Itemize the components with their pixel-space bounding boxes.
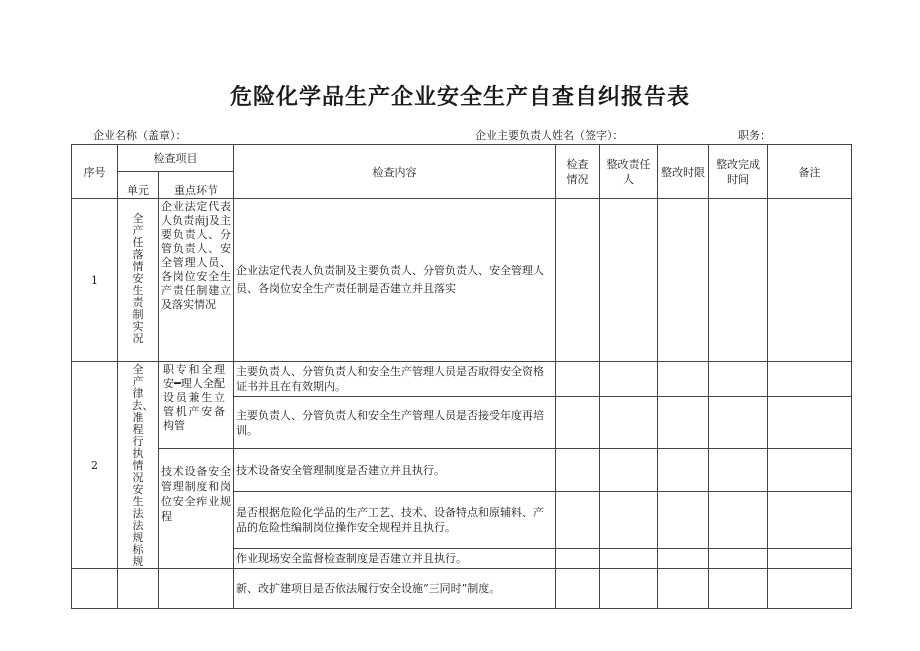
row2-key-link-a: 职专和全理安━理人全配设员兼生立管机产安备构管	[163, 363, 225, 432]
row3-deadline-cell[interactable]	[658, 569, 709, 609]
row2-status-cell-5[interactable]	[556, 549, 600, 569]
row3-seq	[72, 569, 118, 609]
row2-content-3: 技术设备安全管理制度是否建立并且执行。	[234, 449, 556, 492]
row1-remark-cell[interactable]	[768, 199, 852, 362]
header-deadline: 整改时限	[658, 145, 709, 199]
row2-remark-cell-4[interactable]	[768, 492, 852, 549]
row2-content-2: 主要负责人、分管负责人和安全生产管理人员是否接受年度再培训。	[234, 397, 556, 449]
row2-key-link-b: 技术设备安全管理制度和岗位安全痄业规程	[161, 465, 231, 523]
row2-done-time-cell-2[interactable]	[709, 397, 768, 449]
page-title: 危险化学品生产企业安全生产自查自纠报告表	[229, 85, 690, 110]
row3-key-link	[159, 569, 234, 609]
row1-key-link: 企业法定代表人负责南j及主要负责人、分管负责人、安全管理人员、各岗位安全生产责任制建立及落实情况	[161, 200, 231, 311]
header-remark: 备注	[768, 145, 852, 199]
row2-deadline-cell-3[interactable]	[658, 449, 709, 492]
row2-deadline-cell-2[interactable]	[658, 397, 709, 449]
header-key-link: 重点环节	[159, 172, 234, 199]
header-unit: 单元	[118, 172, 159, 199]
row2-owner-cell-5[interactable]	[600, 549, 658, 569]
row2-remark-cell-2[interactable]	[768, 397, 852, 449]
row2-remark-cell-3[interactable]	[768, 449, 852, 492]
row2-done-time-cell-5[interactable]	[709, 549, 768, 569]
row3-done-time-cell[interactable]	[709, 569, 768, 609]
header-done-time: 整改完成时间	[709, 145, 768, 199]
row1-done-time-cell[interactable]	[709, 199, 768, 362]
row2-unit: 全产律去、准程行执情况安生法法规标规	[131, 363, 154, 568]
header-seq: 序号	[72, 145, 118, 199]
row2-remark-cell-5[interactable]	[768, 549, 852, 569]
row2-deadline-cell-1[interactable]	[658, 362, 709, 397]
row2-remark-cell-1[interactable]	[768, 362, 852, 397]
row2-done-time-cell-3[interactable]	[709, 449, 768, 492]
row1-content: 企业法定代表人负责制及主要负责人、分管负责人、安全管理人员、各岗位安全生产责任制是否建立并且落实	[234, 199, 556, 362]
header-owner: 整改责任人	[600, 145, 658, 199]
row2-owner-cell-4[interactable]	[600, 492, 658, 549]
row3-unit	[118, 569, 159, 609]
row3-content: 新、改扩建项目是否依法履行安全设施“三同时”制度。	[234, 569, 556, 609]
row2-deadline-cell-4[interactable]	[658, 492, 709, 549]
row2-done-time-cell-1[interactable]	[709, 362, 768, 397]
header-content: 检查内容	[234, 145, 556, 199]
leader-name-label: 企业主要负责人姓名（签字）：	[475, 129, 624, 142]
header-status: 检查情况	[556, 145, 600, 199]
header-check-item: 检查项目	[118, 145, 234, 172]
row1-owner-cell[interactable]	[600, 199, 658, 362]
row1-unit: 全产任落情安生责制实况	[132, 212, 144, 345]
row2-content-5: 作业现场安全监督检查制度是否建立并且执行。	[234, 549, 556, 569]
row2-status-cell-2[interactable]	[556, 397, 600, 449]
row2-owner-cell-2[interactable]	[600, 397, 658, 449]
row2-done-time-cell-4[interactable]	[709, 492, 768, 549]
position-label: 职务：	[738, 129, 771, 142]
row2-status-cell-4[interactable]	[556, 492, 600, 549]
row2-seq: 2	[72, 362, 118, 569]
row1-seq: 1	[72, 199, 118, 362]
row2-owner-cell-1[interactable]	[600, 362, 658, 397]
self-inspection-table	[71, 144, 852, 609]
row1-status-cell[interactable]	[556, 199, 600, 362]
row2-content-1: 主要负责人、分管负责人和安全生产管理人员是否取得安全资格证书并且在有效期内。	[234, 362, 556, 397]
row2-deadline-cell-5[interactable]	[658, 549, 709, 569]
row3-status-cell[interactable]	[556, 569, 600, 609]
row3-remark-cell[interactable]	[768, 569, 852, 609]
row2-content-4: 是否根据危险化学品的生产工艺、技术、设备特点和原辅料、产品的危险性编制岗位操作安全规程并且执行。	[234, 492, 556, 549]
row2-status-cell-1[interactable]	[556, 362, 600, 397]
row3-owner-cell[interactable]	[600, 569, 658, 609]
company-name-label: 企业名称（盖章）：	[93, 129, 187, 142]
row2-owner-cell-3[interactable]	[600, 449, 658, 492]
row1-deadline-cell[interactable]	[658, 199, 709, 362]
row2-status-cell-3[interactable]	[556, 449, 600, 492]
